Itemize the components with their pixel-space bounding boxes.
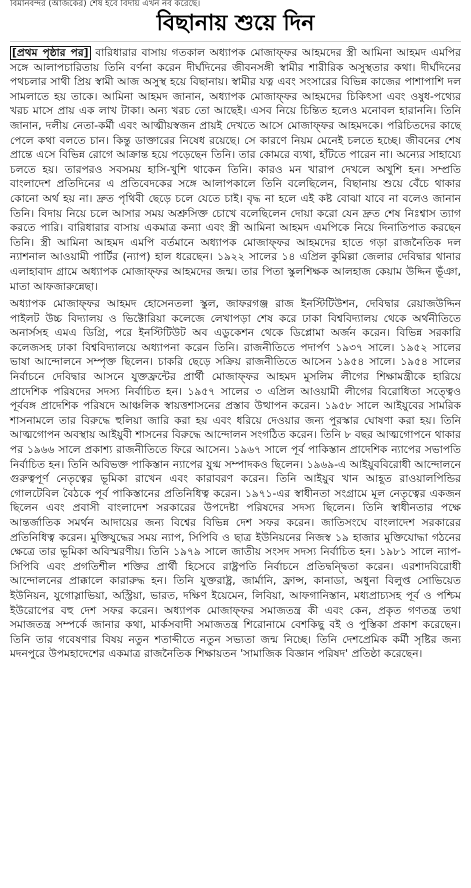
previous-article-tail: বিমানবন্দর (আজকের) শেষ হবে বিদায় এখন নব করেছে।: [10, 0, 201, 9]
continued-label: [প্রথম পৃষ্ঠার পর]: [12, 47, 89, 59]
paragraph-1: [10, 46, 461, 294]
paragraph-2: অধ্যাপক মোজাফ্ফর আহমদ হোসেনতলা স্কুল, জাফরগঞ্জ রাজ ইনস্টিটিউশন, দেবিদ্বার রেয়াজউদ্দিন পাইলট উচ্চ বিদ্যালয় ও ভিক্টোরিয়া কলেজে লেখাপড়া শেষ করে ঢাকা বিশ্ববিদ্যালয় থেকে অর্থনীতিতে অনার্সসহ এমএ ডিগ্রি, পরে ইনস্টিটিউট অব এডুকেশন থেকে ডিপ্লোমা অর্জন করেন। বিভিন্ন সরকারি কলেজসহ ঢাকা বিশ্ববিদ্যালয়ে অধ্যাপনা করেন তিনি। রাজনীতিতে পদার্পণ ১৯৩৭ সালে। ১৯৫২ সালের ভাষা আন্দোলনে সম্পৃক্ত ছিলেন। চাকরি ছেড়ে সক্রিয় রাজনীতিতে আসেন ১৯৫৪ সালে। ১৯৫৪ সালের নির্বাচনে দেবিদ্বার আসনে যুক্তফ্রন্টের প্রার্থী মোজাফ্ফর আহমদ মুসলিম লীগের শিক্ষামন্ত্রীকে হারিয়ে প্রাদেশিক পরিষদের সদস্য নির্বাচিত হন। ১৯৫৭ সালের ৩ এপ্রিল আওয়ামী লীগের বিরোধিতা সত্ত্বেও পূর্ববঙ্গ প্রাদেশিক পরিষদে আঞ্চলিক স্বায়ত্তশাসনের প্রস্তাব উত্থাপন করেন। ১৯৫৮ সালে আইয়ুবের সামরিক শাসনামলে তার বিরুদ্ধে হুলিয়া জারি করা হয় এবং ধরিয়ে দেওয়ার জন্য পুরস্কার ঘোষণা করা হয়। তিনি আত্মগোপন অবস্থায় আইয়ুবী শাসনের বিরুদ্ধে আন্দোলন সংগঠিত করেন। তিনি ৮ বছর আত্মগোপনে থাকার পর ১৯৬৬ সালে প্রকাশ্য রাজনীতিতে ফিরে আসেন। ১৯৬৭ সালে পূর্ব পাকিস্তান প্রাদেশিক ন্যাপের সভাপতি নির্বাচিত হন। তিনি অবিভক্ত পাকিস্তান ন্যাপের যুগ্ম সম্পাদকও ছিলেন। ১৯৬৯-এ আইয়ুববিরোধী আন্দোলনে গুরুত্বপূর্ণ নেতৃত্বের ভূমিকা রাখেন এবং কারাবরণ করেন। তিনি আইয়ুব খান আহূত রাওয়ালপিন্ডির গোলটেবিল বৈঠকে পূর্ব পাকিস্তানের প্রতিনিধিত্ব করেন। ১৯৭১-এর স্বাধীনতা সংগ্রামে মূল নেতৃত্বের একজন ছিলেন এবং প্রবাসী বাংলাদেশ সরকারের উপদেষ্টা পরিষদের সদস্য ছিলেন। তিনি স্বাধীনতার পক্ষে আন্তর্জাতিক সমর্থন আদায়ের জন্য বিশ্বের বিভিন্ন দেশ সফর করেন। জাতিসংঘে বাংলাদেশ সরকারের প্রতিনিধিত্ব করেন। মুক্তিযুদ্ধের সময় ন্যাপ, সিপিবি ও ছাত্র ইউনিয়নের নিজস্ব ১৯ হাজার মুক্তিযোদ্ধা গঠনের ক্ষেত্রে তার ভূমিকা অবিস্মরণীয়। তিনি ১৯৭৯ সালে জাতীয় সংসদ সদস্য নির্বাচিত হন। ১৯৮১ সালে ন্যাপ-সিপিবি এবং প্রগতিশীল শক্তির প্রার্থী হিসেবে রাষ্ট্রপতি নির্বাচনে প্রতিদ্বন্দ্বিতা করেন। এরশাদবিরোধী আন্দোলনের প্রাক্কালে কারারুদ্ধ হন। তিনি যুক্তরাষ্ট্র, জার্মানি, ফ্রান্স, কানাডা, অধুনা বিলুপ্ত সোভিয়েত ইউনিয়ন, যুগোস্লাভিয়া, অস্ট্রিয়া, ভারত, দক্ষিণ ইয়েমেন, লিবিয়া, আফগানিস্তান, মধ্যপ্রাচ্যসহ পূর্ব ও পশ্চিম ইউরোপের বহু দেশ সফর করেন। অধ্যাপক মোজাফ্ফর সমাজতন্ত্র কী এবং কেন, প্রকৃত গণতন্ত্র তথা সমাজতন্ত্র সম্পর্কে জানার কথা, মার্কসবাদী সমাজতন্ত্র শিরোনামে বেশকিছু বই ও পুস্তিকা প্রকাশ করেছেন। তিনি তার গবেষণার বিষয় নতুন শতাব্দীতে নতুন সভ্যতা জন্ম নিচ্ছে। তিনি দেশপ্রেমিক কর্মী সৃষ্টির জন্য মদনপুরে উপমহাদেশের একমাত্র রাজনৈতিক শিক্ষায়তন 'সামাজিক বিজ্ঞান পরিষদ' প্রতিষ্ঠা করেছেন।: [10, 298, 461, 661]
paragraph-1-text: বারিধারার বাসায় গতকাল অধ্যাপক মোজাফ্ফর আহমদের স্ত্রী আমিনা আহমদ এমপির সঙ্গে আলাপচারিতায় তিনি বর্ণনা করেন দীর্ঘদিনের জীবনসঙ্গী স্বামীর শারীরিক অসুস্থতার কথা। দীর্ঘদিনের পথচলার সাথী প্রিয় স্বামী আজ অসুস্থ হয়ে বিছানায়। স্বামীর যত্ন এবং সংসারের বিভিন্ন কাজের পাশাপাশি দল সামলাতে হয় তাকে। আমিনা আহমদ জানান, অধ্যাপক মোজাফ্ফর আহমদের চিকিৎসা এবং ওষুধ-পথ্যের খরচ মাসে প্রায় এক লাখ টাকা। অন্য খরচ তো আছেই। এসব নিয়ে চিন্তিত হলেও মনোবল হারাননি। তিনি জানান, দলীয় নেতা-কর্মী এবং আত্মীয়স্বজন প্রায়ই দেখতে আসে মোজাফ্ফর আহমদকে। পরিচিতদের কাছে পেলে কথা বলতে চান। কিন্তু ডাক্তারের নিষেধ রয়েছে। সে কারণে নিয়ম মেনেই চলতে হচ্ছে। জীবনের শেষ প্রান্তে এসে বিভিন্ন রোগে আক্রান্ত হয়ে পড়েছেন তিনি। তার কোমরে ব্যথা, হাঁটতে পারেন না। অন্যের সাহায্যে চলতে হয়। তারপরও সবসময় হাসি-খুশি থাকেন তিনি। কারও মন খারাপ দেখলে অখুশি হন। সম্প্রতি বাংলাদেশ প্রতিদিনের এ প্রতিবেদকের সঙ্গে আলাপকালে তিনি বলেছিলেন, বিছানায় শুয়ে বেঁচে থাকার কোনো অর্থ হয় না। দ্রুত পৃথিবী ছেড়ে চলে যেতে চাই। বৃদ্ধ না হলে এই কষ্ট বোঝা যাবে না বলেও জানান তিনি। বিদায় নিয়ে চলে আসার সময় অশ্রুসিক্ত চোখে বলেছিলেন দোয়া করো যেন দ্রুত শেষ নিঃশ্বাস ত্যাগ করতে পারি। বারিধারার বাসায় একমাত্র কন্যা এবং স্ত্রী আমিনা আহমদ এমপিকে নিয়ে দিনাতিপাত করছেন তিনি। স্ত্রী আমিনা আহমদ এমপি বর্তমানে অধ্যাপক মোজাফ্ফর আহমদের হাতে গড়া রাজনৈতিক দল ন্যাশনাল আওয়ামী পার্টির (ন্যাপ) হাল ধরেছেন। ১৯২২ সালের ১৪ এপ্রিল কুমিল্লা জেলার দেবিদ্বার থানার এলাহাবাদ গ্রামে অধ্যাপক মোজাফ্ফর আহমদের জন্ম। তার পিতা স্কুলশিক্ষক আলহাজ কেয়াম উদ্দিন ভূঁঞা, মাতা আফজারুন্নেছা।: [10, 47, 461, 293]
headline: বিছানায় শুয়ে দিন: [10, 10, 461, 42]
article-body: [10, 46, 461, 662]
